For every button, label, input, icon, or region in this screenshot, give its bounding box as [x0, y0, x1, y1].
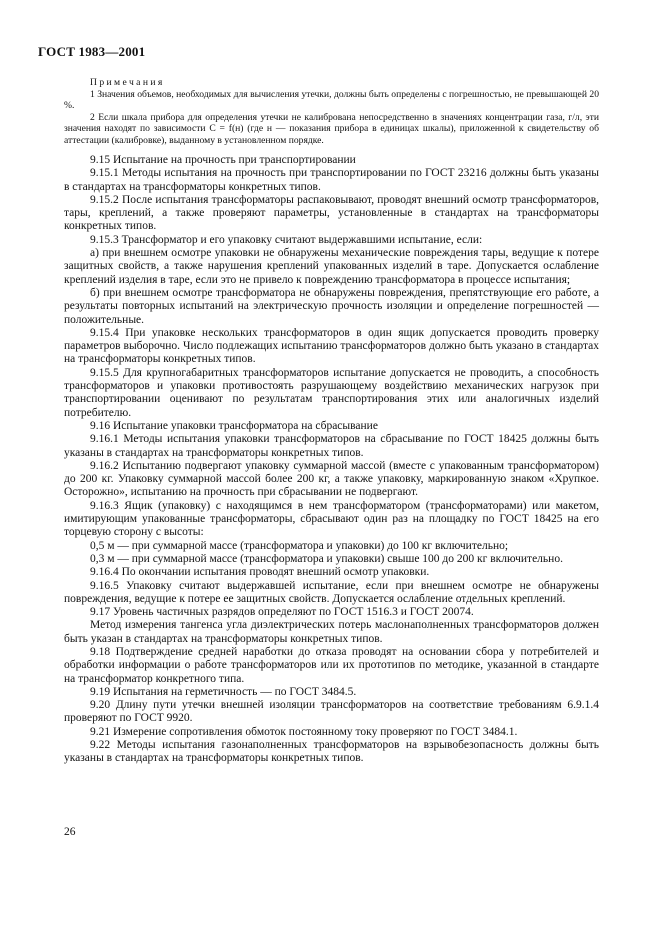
- paragraph: 9.20 Длину пути утечки внешней изоляции трансформаторов на соответствие требованиям 6.9.1.4 проверяют по ГОСТ 9920.: [64, 699, 599, 725]
- paragraph: 9.15.4 При упаковке нескольких трансформаторов в один ящик допускается проводить проверку параметров выборочно. Число подлежащих испытанию трансформаторов должно быть указано в стандартах на трансформаторы конкретных типов.: [64, 326, 599, 366]
- paragraph: 9.15.5 Для крупногабаритных трансформаторов испытание допускается не проводить, а способность трансформаторов и упаковки противостоять разрушающему воздействию механических нагрузок при транспортировании оценивают по результатам транспортирования этих или аналогичных изделий потребителю.: [64, 366, 599, 419]
- notes-block: [64, 77, 599, 146]
- paragraph: 9.19 Испытания на герметичность — по ГОСТ 3484.5.: [90, 685, 357, 698]
- paragraph: 9.15.1 Методы испытания на прочность при транспортировании по ГОСТ 23216 должны быть указаны в стандартах на трансформаторы конкретных типов.: [64, 167, 599, 193]
- paragraph: 9.16.5 Упаковку считают выдержавшей испытание, если при внешнем осмотре не обнаружены повреждения, ведущие к потере ее защитных свойств. Допускается ослабление отдельных креплений.: [64, 579, 599, 605]
- notes-title: Примечания: [90, 77, 165, 88]
- paragraph: 9.15.3 Трансформатор и его упаковку считают выдержавшими испытание, если:: [90, 233, 483, 246]
- note-item: 1 Значения объемов, необходимых для вычисления утечки, должны быть определены с погрешностью, не превышающей 20 %.: [64, 88, 599, 111]
- paragraph: 9.17 Уровень частичных разрядов определяют по ГОСТ 1516.3 и ГОСТ 20074.: [90, 606, 474, 619]
- list-item: 0,5 м — при суммарной массе (трансформатора и упаковки) до 100 кг включительно;: [90, 539, 509, 552]
- list-item: а) при внешнем осмотре упаковки не обнаружены механические повреждения тары, ведущие к потере защитных свойств, а также нарушения креплений упакованных изделий в таре. Допускается ослабление креплений изделия в таре, если это не привело к повреждению трансформатора в процессе испытания;: [64, 247, 599, 286]
- paragraph: 9.16.4 По окончании испытания проводят внешний осмотр упаковки.: [90, 566, 430, 579]
- page-content: [64, 77, 599, 766]
- page-number: 26: [64, 826, 76, 838]
- list-item: 0,3 м — при суммарной массе (трансформатора и упаковки) свыше 100 до 200 кг включительно.: [90, 552, 563, 565]
- list-item: б) при внешнем осмотре трансформатора не обнаружены повреждения, препятствующие его работе, а результаты повторных испытаний на электрическую прочность изоляции и определение погрешностей — положительные.: [64, 286, 599, 326]
- paragraph: 9.16.1 Методы испытания упаковки трансформаторов на сбрасывание по ГОСТ 18425 должны быть указаны в стандартах на трансформаторы конкретных типов.: [64, 433, 599, 459]
- paragraph: 9.22 Методы испытания газонаполненных трансформаторов на взрывобезопасность должны быть указаны в стандартах на трансформаторы конкретных типов.: [64, 739, 599, 765]
- paragraph: 9.16.2 Испытанию подвергают упаковку суммарной массой (вместе с упакованным трансформатором) до 200 кг. Упаковку суммарной массой более 200 кг, а также упаковку, маркированную знаком «Хрупкое. Осторожно», испытанию на прочность при сбрасывании не подвергают.: [64, 459, 599, 499]
- paragraph: Метод измерения тангенса угла диэлектрических потерь маслонаполненных трансформаторов должен быть указан в стандартах на трансформаторы конкретных типов.: [64, 619, 599, 645]
- body-text: [64, 154, 599, 766]
- paragraph: 9.15.2 После испытания трансформаторы распаковывают, проводят внешний осмотр трансформаторов, тары, креплений, а также проверяют параметры, установленные в стандартах на трансформаторы конкретных типов.: [64, 193, 599, 233]
- section-heading: 9.15 Испытание на прочность при транспортировании: [90, 154, 356, 166]
- paragraph: 9.16.3 Ящик (упаковку) с находящимся в нем трансформатором (трансформаторами) или макетом, имитирующим упакованные трансформаторы, сбрасывают один раз на площадку по ГОСТ 18425 на его торцевую сторону с высоты:: [64, 499, 599, 539]
- paragraph: 9.18 Подтверждение средней наработки до отказа проводят на основании сбора у потребителей и обработки информации о работе трансформаторов или их прототипов по методике, указанной в стандарте на трансформатор конкретного типа.: [64, 645, 599, 685]
- note-item: 2 Если шкала прибора для определения утечки не калибрована непосредственно в значениях концентрации газа, г/л, эти значения находят по зависимости C = f(н) (где н — показания прибора в единицах шкалы), приложенной к свидетельству об аттестации (калибровке), выданному в установленном порядке.: [64, 111, 599, 146]
- section-heading: 9.16 Испытание упаковки трансформатора на сбрасывание: [90, 419, 378, 432]
- paragraph: 9.21 Измерение сопротивления обмоток постоянному току проверяют по ГОСТ 3484.1.: [90, 725, 518, 738]
- document-header: ГОСТ 1983—2001: [38, 44, 146, 59]
